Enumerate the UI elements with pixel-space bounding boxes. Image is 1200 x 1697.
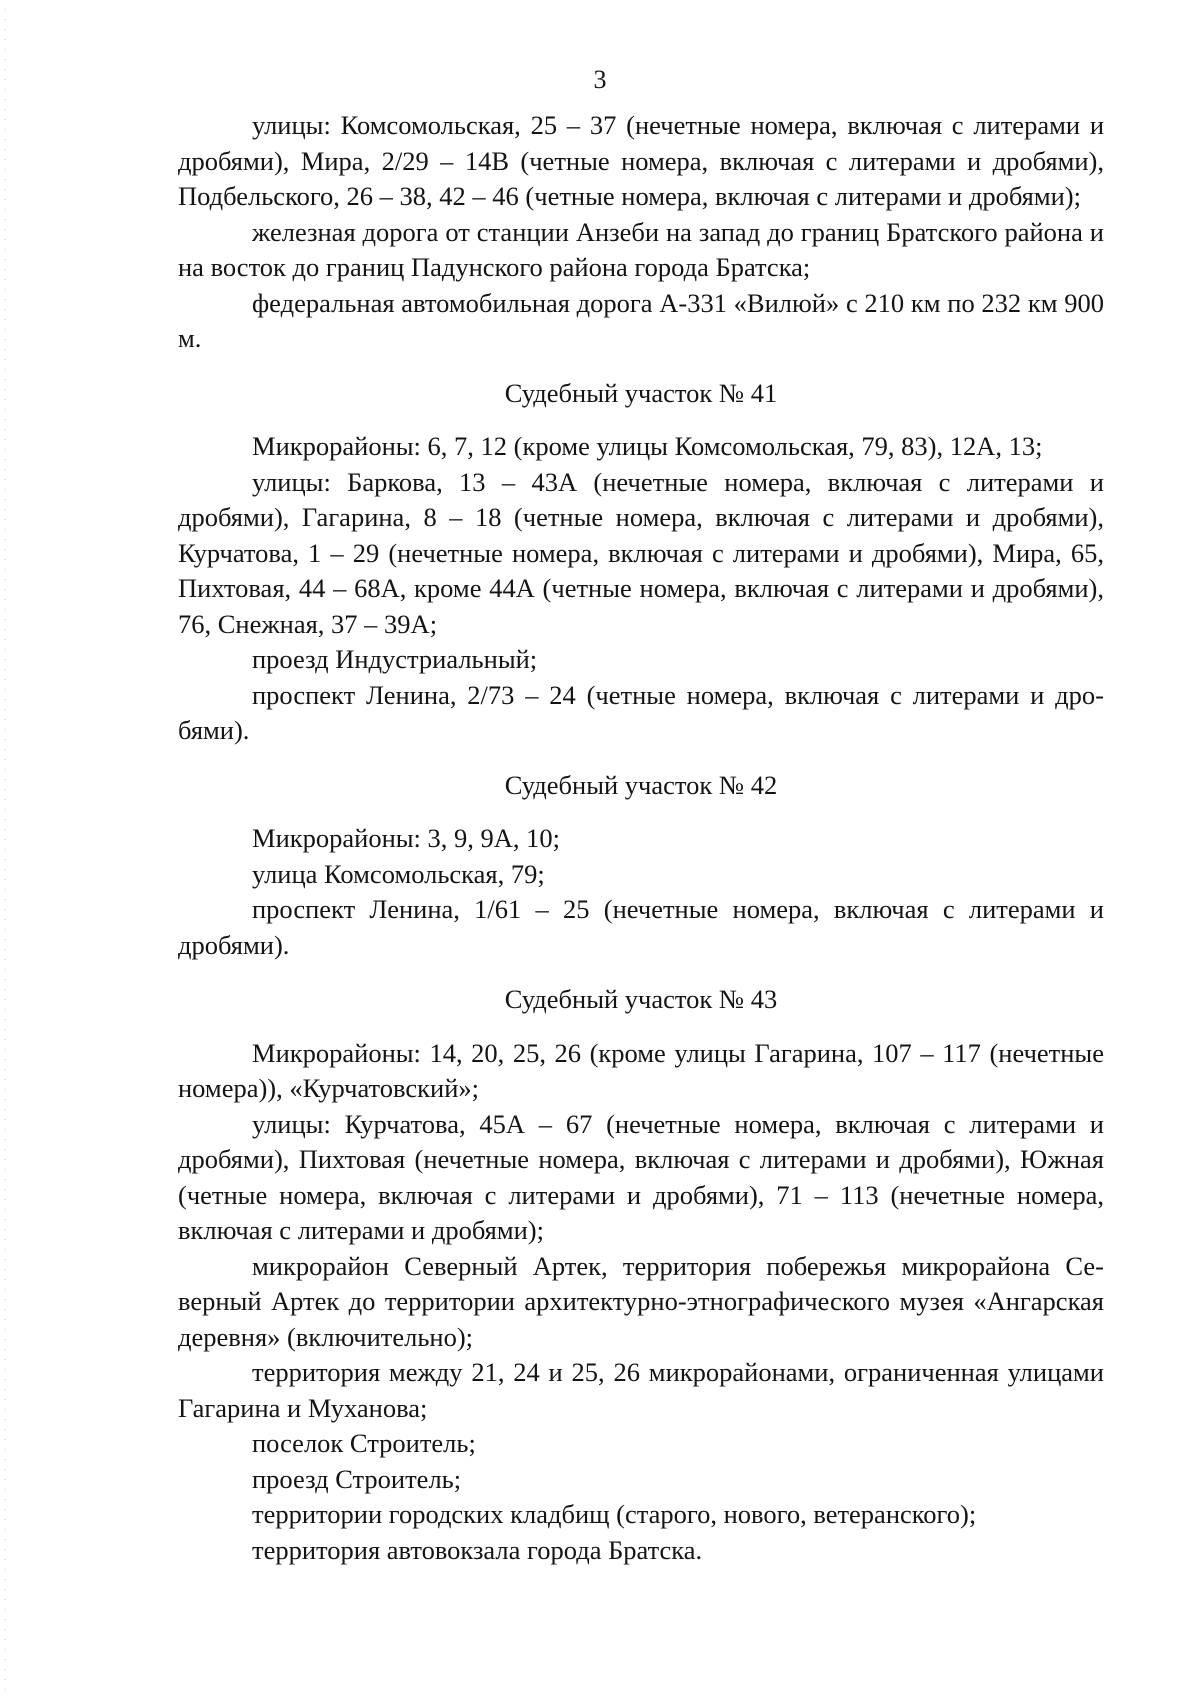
section-heading: Судебный участок № 41 [504,377,778,408]
intro-paragraph: федеральная автомобильная дорога А-331 «Вилюй» с 210 км по 232 км 900 м. [178,287,1104,353]
spacer [178,1018,1104,1036]
spacer [178,963,1104,982]
spacer [178,749,1104,768]
section-paragraph: проезд Строитель; [252,1463,462,1494]
section-paragraph: проспект Ленина, 1/61 – 25 (нечетные номера, включая с литерами и дробями). [178,894,1104,960]
section-paragraph: проезд Индустриальный; [252,644,538,674]
section-paragraph: улица Комсомольская, 79; [252,858,545,889]
spacer [178,803,1104,821]
section-paragraph: Микрорайоны: 3, 9, 9А, 10; [252,823,561,853]
section-paragraph: территории городских кладбищ (старого, нового, ветеранского); [252,1499,977,1529]
section-paragraph: проспект Ленина, 2/73 – 24 (четные номера, включая с литерами и дробями). [178,679,1104,745]
spacer [178,357,1104,376]
section-heading: Судебный участок № 42 [504,769,778,800]
section-paragraph: территория между 21, 24 и 25, 26 микрорайонами, ограниченная улицами Гагарина и Муханова; [178,1357,1104,1423]
scan-edge-marks [4,0,6,1697]
section-heading: Судебный участок № 43 [504,984,778,1014]
intro-paragraph: железная дорога от станции Анзеби на запад до границ Братского района и на восток до границ Падунского района города Братска; [178,216,1104,282]
section-paragraph: поселок Строитель; [252,1428,476,1458]
section-paragraph: Микрорайоны: 6, 7, 12 (кроме улицы Комсомольская, 79, 83), 12А, 13; [252,431,1043,461]
spacer [178,411,1104,429]
page-number: 3 [593,65,607,94]
intro-paragraph: улицы: Комсомольская, 25 – 37 (нечетные номера, включая с литерами и дробями), Мира, 2/29 – 14В (четные номера, включая с литерами и дробями), Подбельского, 26 – 38, 42 – 46 (четные номера, включая с литерами и дробями); [178,110,1104,211]
document-body [178,108,1104,1568]
section-paragraph: улицы: Курчатова, 45А – 67 (нечетные номера, включая с литерами и дробями), Пихтовая (нечетные номера, включая с литерами и дробями), Южная (четные номера, включая с литерами и дробями), 71 – 113 (нечетные номера, включая с литерами и дробями); [178,1108,1104,1245]
section-paragraph: Микрорайоны: 14, 20, 25, 26 (кроме улицы Гагарина, 107 – 117 (нечетные номера)), «Курчатовский»; [178,1037,1104,1103]
section-paragraph: микрорайон Северный Артек, территория побережья микрорайона Северный Артек до территории архитектурно-этнографического музея «Ангарская деревня» (включительно); [178,1250,1104,1352]
section-paragraph: территория автовокзала города Братска. [252,1534,703,1565]
section-paragraph: улицы: Баркова, 13 – 43А (нечетные номера, включая с литерами и дробями), Гагарина, 8 – 18 (четные номера, включая с литерами и дробями), Курчатова, 1 – 29 (нечетные номера, включая с литерами и дробями), Мира, 65, Пихтовая, 44 – 68А, кроме 44А (четные номера, включая с литерами и дробями), 76, Снежная, 37 – 39А; [178,466,1104,639]
